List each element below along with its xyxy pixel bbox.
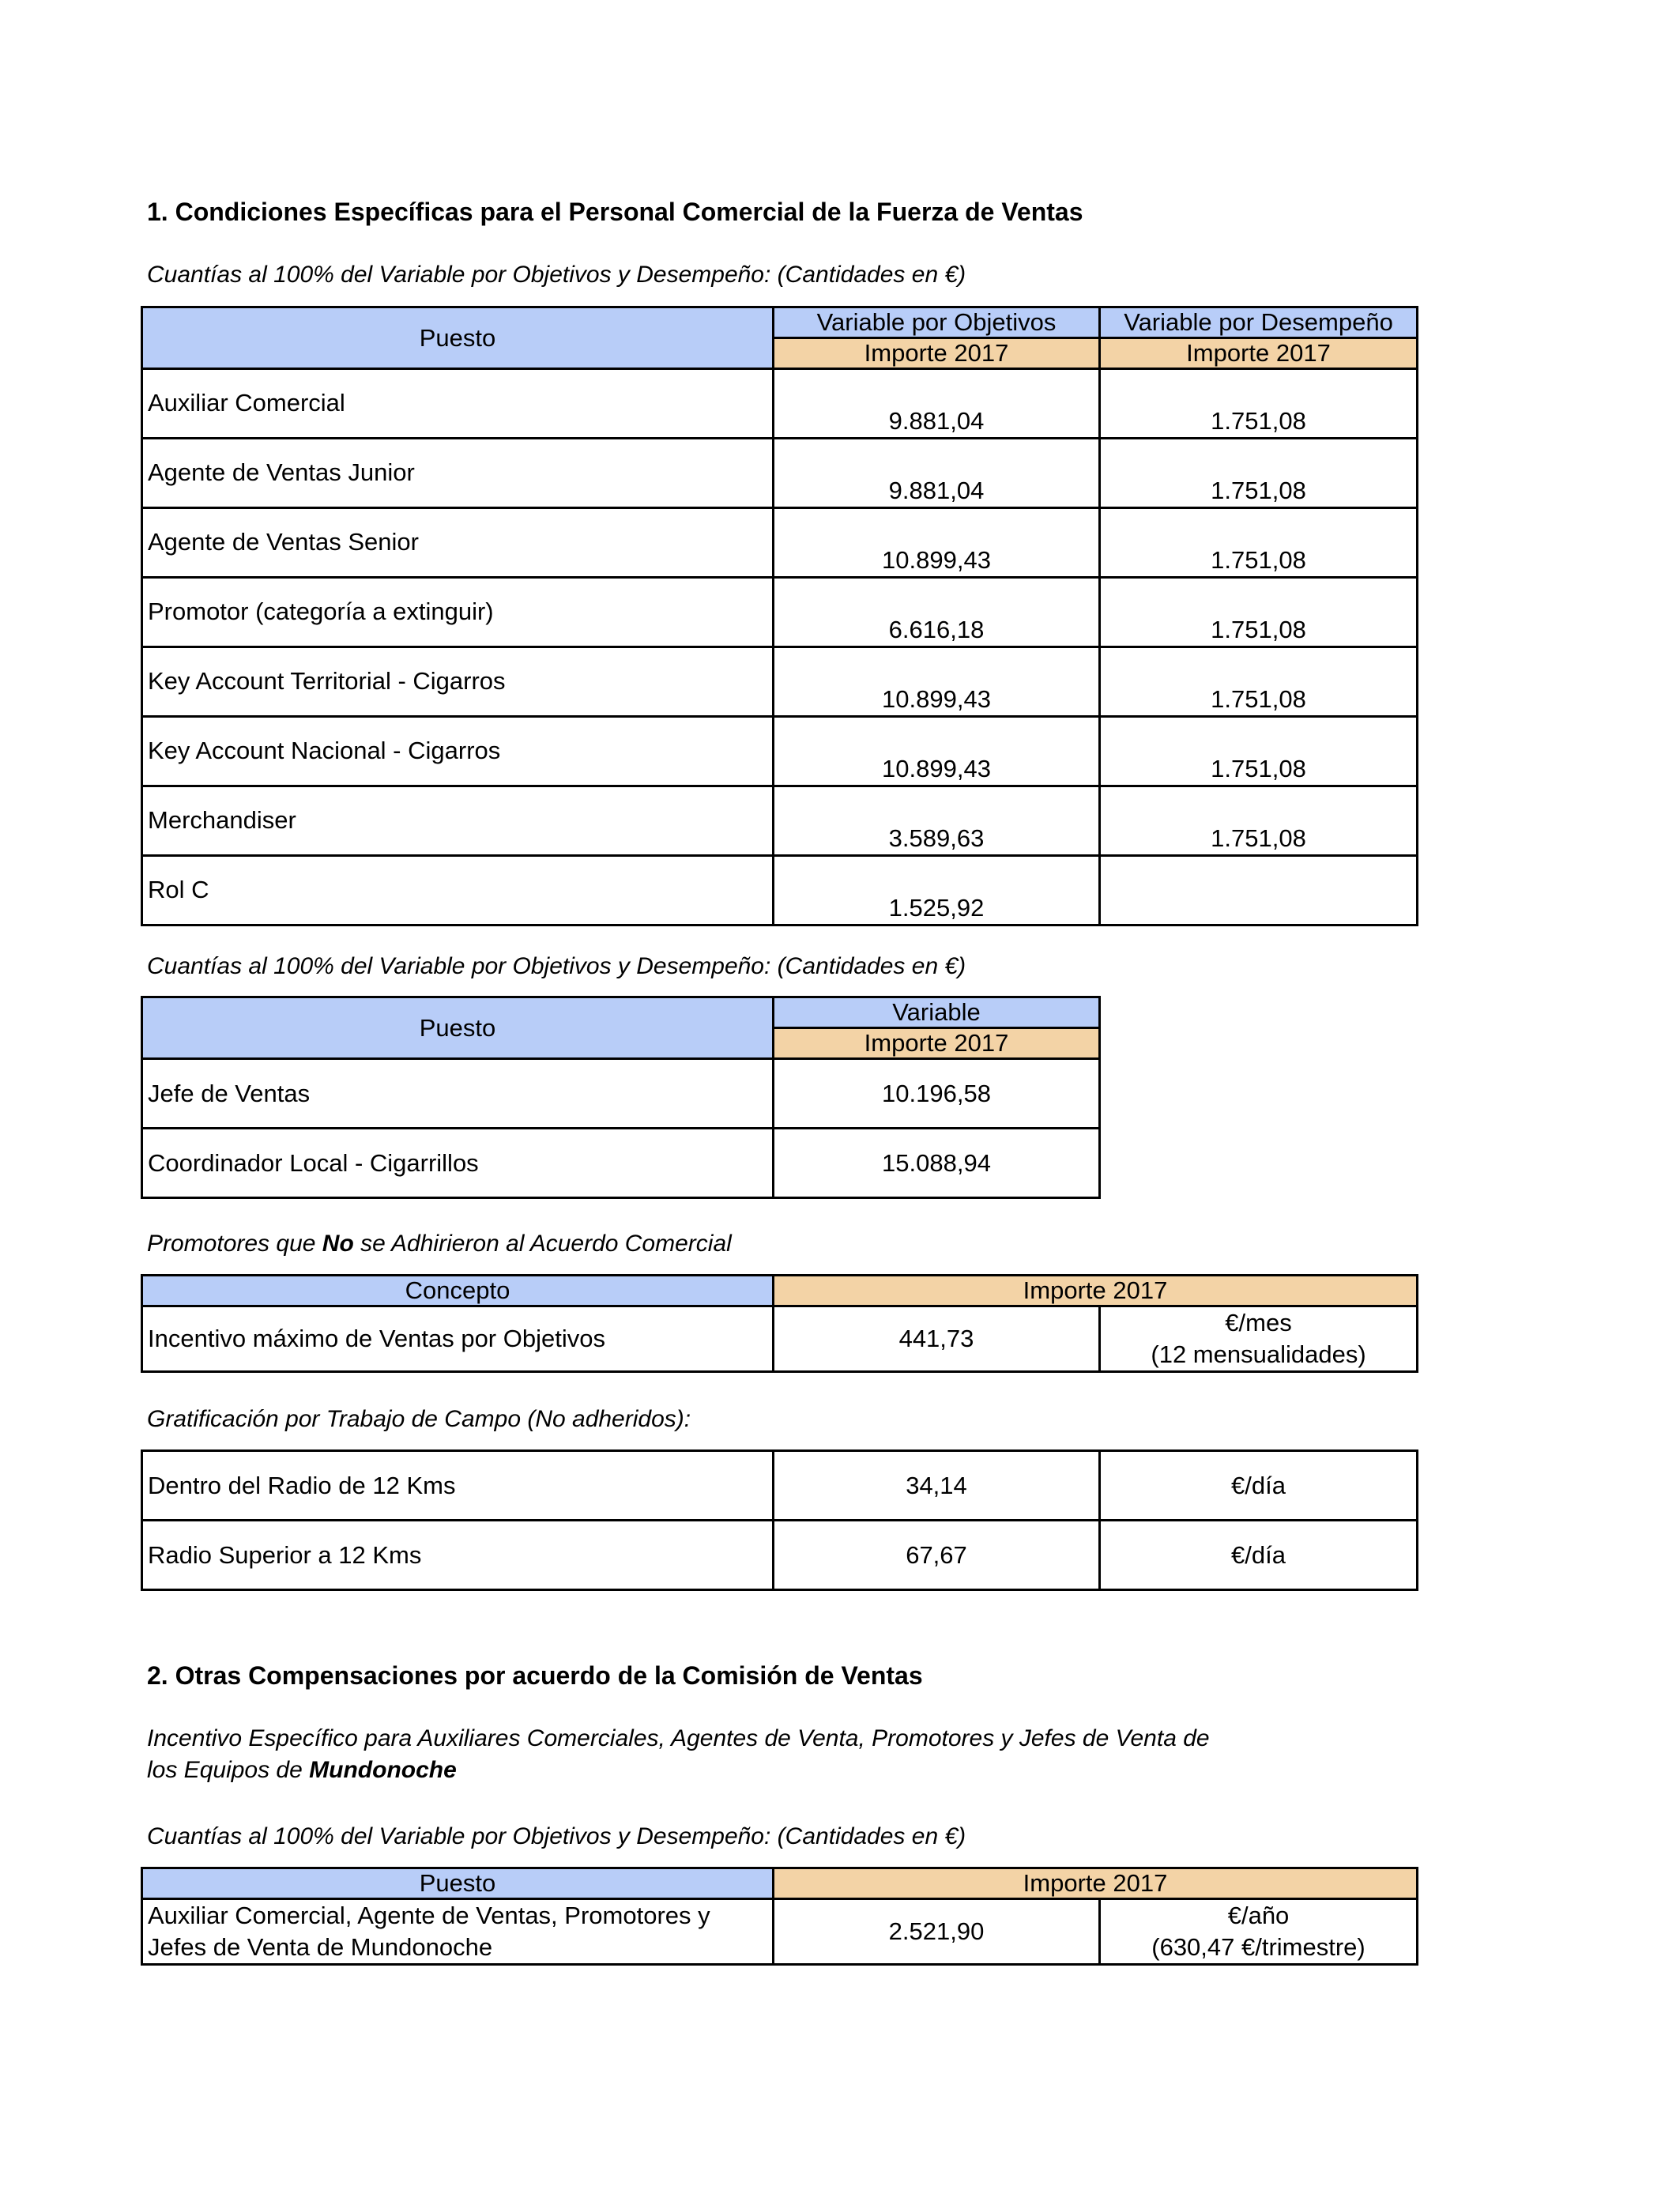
puesto-cell: Agente de Ventas Senior <box>142 508 774 578</box>
objetivos-value: 6.616,18 <box>774 578 1100 647</box>
objetivos-value: 10.899,43 <box>774 717 1100 786</box>
puesto-cell: Merchandiser <box>142 786 774 856</box>
header-puesto: Puesto <box>142 1868 774 1899</box>
variable-value: 15.088,94 <box>774 1129 1100 1198</box>
desempeno-value <box>1100 856 1418 925</box>
table-row <box>142 786 1418 856</box>
puesto-cell: Promotor (categoría a extinguir) <box>142 578 774 647</box>
gratificacion-trabajo-campo-table <box>141 1449 1418 1591</box>
variable-value: 10.196,58 <box>774 1059 1100 1129</box>
unit-cell: €/mes (12 mensualidades) <box>1100 1306 1418 1372</box>
table-row <box>142 1521 1418 1590</box>
puesto-cell: Agente de Ventas Junior <box>142 439 774 508</box>
header-puesto: Puesto <box>142 307 774 369</box>
subheader-importe: Importe 2017 <box>774 1028 1100 1059</box>
header-variable-desempeno: Variable por Desempeño <box>1100 307 1418 338</box>
table-4-caption: Gratificación por Trabajo de Campo (No adheridos): <box>147 1406 691 1432</box>
table-row <box>142 1306 1418 1372</box>
objetivos-value: 9.881,04 <box>774 439 1100 508</box>
header-variable: Variable <box>774 997 1100 1028</box>
table-row <box>142 578 1418 647</box>
desempeno-value: 1.751,08 <box>1100 578 1418 647</box>
puesto-cell: Auxiliar Comercial, Agente de Ventas, Promotores y Jefes de Venta de Mundonoche <box>142 1899 774 1965</box>
table-row <box>142 717 1418 786</box>
subheader-importe-desempeno: Importe 2017 <box>1100 338 1418 369</box>
objetivos-value: 10.899,43 <box>774 508 1100 578</box>
emphasis-no: No <box>322 1231 354 1257</box>
desempeno-value: 1.751,08 <box>1100 717 1418 786</box>
objetivos-value: 9.881,04 <box>774 369 1100 439</box>
puesto-cell: Key Account Territorial - Cigarros <box>142 647 774 717</box>
puesto-cell: Rol C <box>142 856 774 925</box>
concepto-cell: Incentivo máximo de Ventas por Objetivos <box>142 1306 774 1372</box>
emphasis-mundonoche: Mundonoche <box>309 1757 457 1783</box>
concepto-cell: Radio Superior a 12 Kms <box>142 1521 774 1590</box>
concepto-cell: Dentro del Radio de 12 Kms <box>142 1451 774 1521</box>
header-importe: Importe 2017 <box>774 1868 1418 1899</box>
table-row <box>142 508 1418 578</box>
importe-value: 34,14 <box>774 1451 1100 1521</box>
objetivos-value: 3.589,63 <box>774 786 1100 856</box>
table-row <box>142 1899 1418 1965</box>
desempeno-value: 1.751,08 <box>1100 647 1418 717</box>
variable-jefes-table <box>141 996 1101 1199</box>
objetivos-value: 1.525,92 <box>774 856 1100 925</box>
desempeno-value: 1.751,08 <box>1100 439 1418 508</box>
variable-objetivos-desempeno-table <box>141 306 1418 926</box>
table-5-caption: Cuantías al 100% del Variable por Objetivos y Desempeño: (Cantidades en €) <box>147 1823 966 1849</box>
objetivos-value: 10.899,43 <box>774 647 1100 717</box>
promotores-no-adheridos-table <box>141 1274 1418 1373</box>
unit-cell: €/día <box>1100 1521 1418 1590</box>
section-2-intro-line-1: Incentivo Específico para Auxiliares Comerciales, Agentes de Venta, Promotores y Jefes de Venta de <box>147 1725 1210 1751</box>
header-puesto: Puesto <box>142 997 774 1059</box>
table-1-caption: Cuantías al 100% del Variable por Objetivos y Desempeño: (Cantidades en €) <box>147 262 966 288</box>
puesto-cell: Key Account Nacional - Cigarros <box>142 717 774 786</box>
table-row <box>142 856 1418 925</box>
section-2-title: 2. Otras Compensaciones por acuerdo de la Comisión de Ventas <box>147 1661 923 1690</box>
table-row <box>142 1451 1418 1521</box>
incentivo-mundonoche-table <box>141 1867 1418 1966</box>
table-row <box>142 439 1418 508</box>
section-2-intro-line-2: los Equipos de Mundonoche <box>147 1757 457 1783</box>
header-importe: Importe 2017 <box>774 1276 1418 1306</box>
header-variable-objetivos: Variable por Objetivos <box>774 307 1100 338</box>
header-concepto: Concepto <box>142 1276 774 1306</box>
puesto-cell: Coordinador Local - Cigarrillos <box>142 1129 774 1198</box>
table-2-caption: Cuantías al 100% del Variable por Objetivos y Desempeño: (Cantidades en €) <box>147 953 966 979</box>
unit-cell: €/día <box>1100 1451 1418 1521</box>
puesto-cell: Auxiliar Comercial <box>142 369 774 439</box>
importe-value: 67,67 <box>774 1521 1100 1590</box>
table-row <box>142 1059 1100 1129</box>
puesto-cell: Jefe de Ventas <box>142 1059 774 1129</box>
table-row <box>142 369 1418 439</box>
importe-value: 2.521,90 <box>774 1899 1100 1965</box>
subheader-importe-objetivos: Importe 2017 <box>774 338 1100 369</box>
desempeno-value: 1.751,08 <box>1100 508 1418 578</box>
table-3-caption: Promotores que No se Adhirieron al Acuerdo Comercial <box>147 1231 732 1257</box>
table-row <box>142 647 1418 717</box>
importe-value: 441,73 <box>774 1306 1100 1372</box>
table-row <box>142 1129 1100 1198</box>
section-1-title: 1. Condiciones Específicas para el Personal Comercial de la Fuerza de Ventas <box>147 198 1083 226</box>
desempeno-value: 1.751,08 <box>1100 786 1418 856</box>
unit-cell: €/año (630,47 €/trimestre) <box>1100 1899 1418 1965</box>
desempeno-value: 1.751,08 <box>1100 369 1418 439</box>
